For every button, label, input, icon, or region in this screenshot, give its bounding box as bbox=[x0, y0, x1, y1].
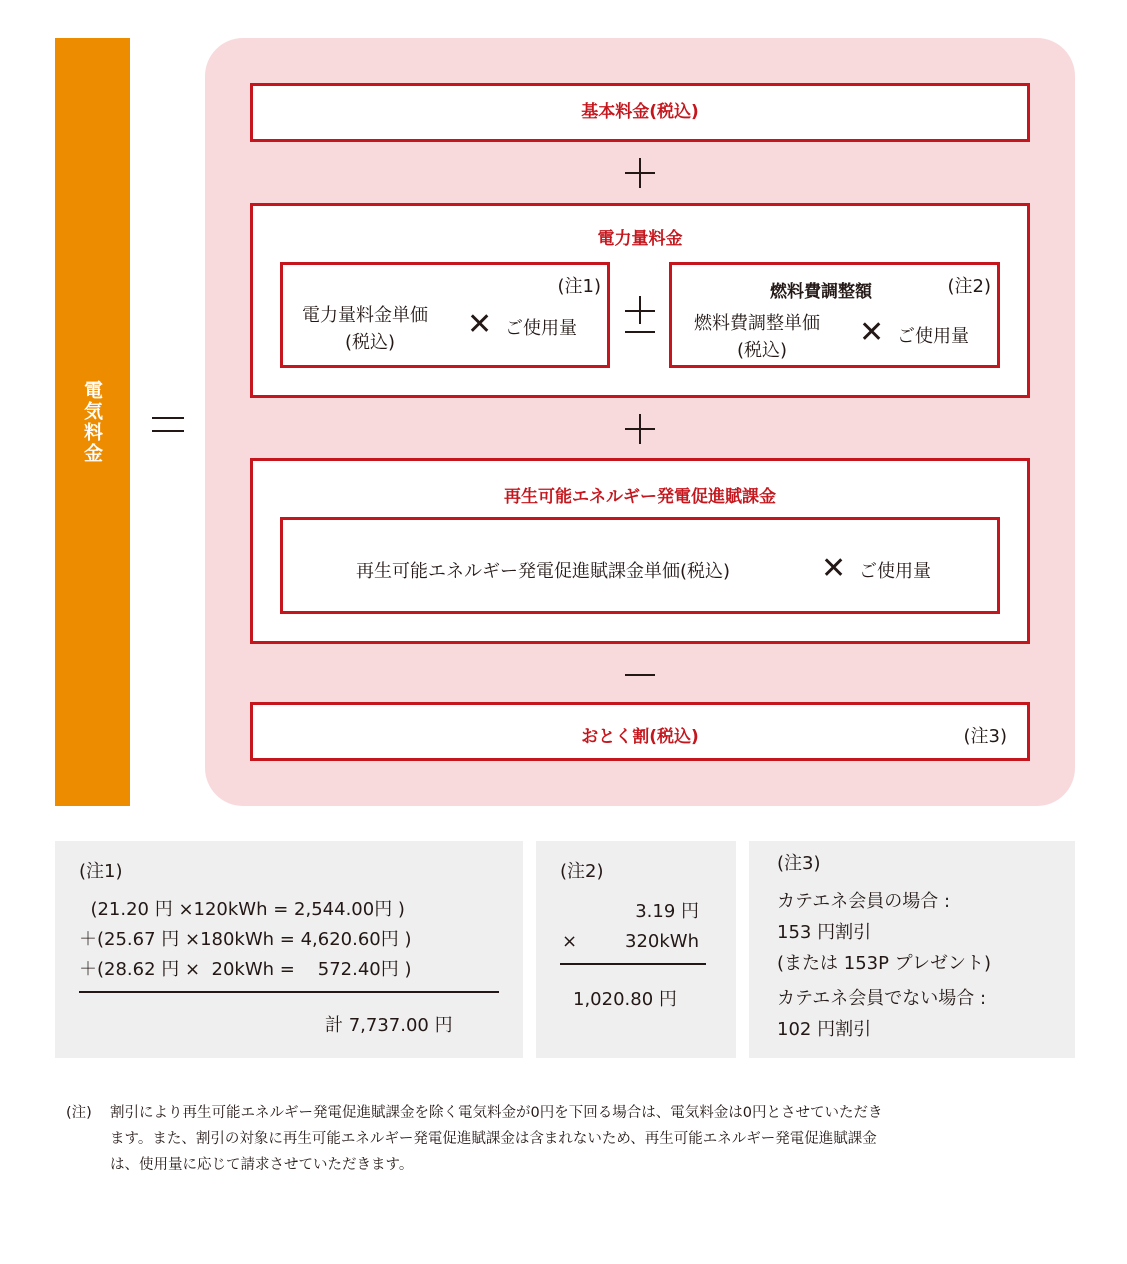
multiply-icon: ✕ bbox=[859, 315, 885, 350]
minus-sign bbox=[625, 674, 655, 676]
renewable-surcharge-title: 再生可能エネルギー発電促進賦課金 bbox=[504, 487, 776, 507]
member-title: カテエネ会員の場合 : bbox=[777, 891, 951, 912]
note1-label: (注1) bbox=[79, 861, 123, 882]
unit-price-tax: (税込) bbox=[345, 332, 396, 353]
renewable-unit-price: 再生可能エネルギー発電促進賦課金単価(税込) bbox=[356, 561, 731, 582]
note3-label: (注3) bbox=[777, 853, 821, 874]
footnote bbox=[66, 1100, 1076, 1178]
unit-price-box bbox=[280, 262, 610, 368]
discount-title: おとく割(税込) bbox=[581, 727, 699, 747]
note1-row: ＋(25.67 円 ×180kWh = 4,620.60円 ) bbox=[79, 929, 412, 950]
note2-label: (注2) bbox=[560, 861, 604, 882]
multiply-icon: ✕ bbox=[821, 551, 847, 586]
member-alt: (または 153P プレゼント) bbox=[777, 953, 991, 974]
note2-rate: 3.19 円 bbox=[635, 901, 699, 922]
note2-box bbox=[536, 841, 736, 1058]
footnote-line: は、使用量に応じて請求させていただきます。 bbox=[110, 1157, 414, 1173]
note1-ref: (注1) bbox=[557, 276, 601, 297]
nonmember-title: カテエネ会員でない場合 : bbox=[777, 988, 987, 1009]
fuel-unit-tax: (税込) bbox=[737, 340, 788, 361]
footnote-line: 割引により再生可能エネルギー発電促進賦課金を除く電気料金が0円を下回る場合は、電気料金は0円とさせていただき bbox=[110, 1105, 883, 1121]
fuel-unit-label: 燃料費調整単価 bbox=[694, 313, 820, 334]
multiply-icon: ✕ bbox=[467, 307, 493, 342]
equals-sign bbox=[152, 414, 184, 434]
note2-result: 1,020.80 円 bbox=[573, 989, 677, 1010]
usage-label: ご使用量 bbox=[859, 561, 931, 582]
discount-box bbox=[250, 702, 1030, 761]
basic-charge-box bbox=[250, 83, 1030, 142]
plus-sign bbox=[625, 414, 655, 444]
note1-total: 計 7,737.00 円 bbox=[325, 1015, 453, 1036]
note2-divider bbox=[560, 963, 706, 965]
footnote-label: (注) bbox=[66, 1105, 92, 1121]
total-label: 電気料金 bbox=[81, 380, 103, 464]
footnote-line: ます。また、割引の対象に再生可能エネルギー発電促進賦課金は含まれないため、再生可能エネルギー発電促進賦課金 bbox=[110, 1131, 877, 1147]
note3-box bbox=[749, 841, 1075, 1058]
usage-label: ご使用量 bbox=[505, 318, 577, 339]
fuel-adjustment-box bbox=[669, 262, 1000, 368]
nonmember-discount: 102 円割引 bbox=[777, 1019, 872, 1040]
plus-minus-sign bbox=[625, 298, 655, 334]
energy-charge-title: 電力量料金 bbox=[597, 229, 683, 249]
renewable-formula-box bbox=[280, 517, 1000, 614]
note1-divider bbox=[79, 991, 499, 993]
usage-label: ご使用量 bbox=[897, 326, 969, 347]
unit-price-label: 電力量料金単価 bbox=[302, 305, 428, 326]
note2-kwh: 320kWh bbox=[625, 931, 699, 952]
plus-sign bbox=[625, 158, 655, 188]
note2-multiply: × bbox=[562, 931, 578, 952]
basic-charge-title: 基本料金(税込) bbox=[581, 102, 699, 122]
member-discount: 153 円割引 bbox=[777, 922, 872, 943]
note1-row: ＋(28.62 円 × 20kWh = 572.40円 ) bbox=[79, 959, 412, 980]
fuel-adjustment-title: 燃料費調整額 bbox=[770, 282, 872, 302]
note1-box bbox=[55, 841, 523, 1058]
note1-row: (21.20 円 ×120kWh = 2,544.00円 ) bbox=[79, 899, 405, 920]
note3-ref: (注3) bbox=[963, 726, 1007, 747]
note2-ref: (注2) bbox=[947, 276, 991, 297]
